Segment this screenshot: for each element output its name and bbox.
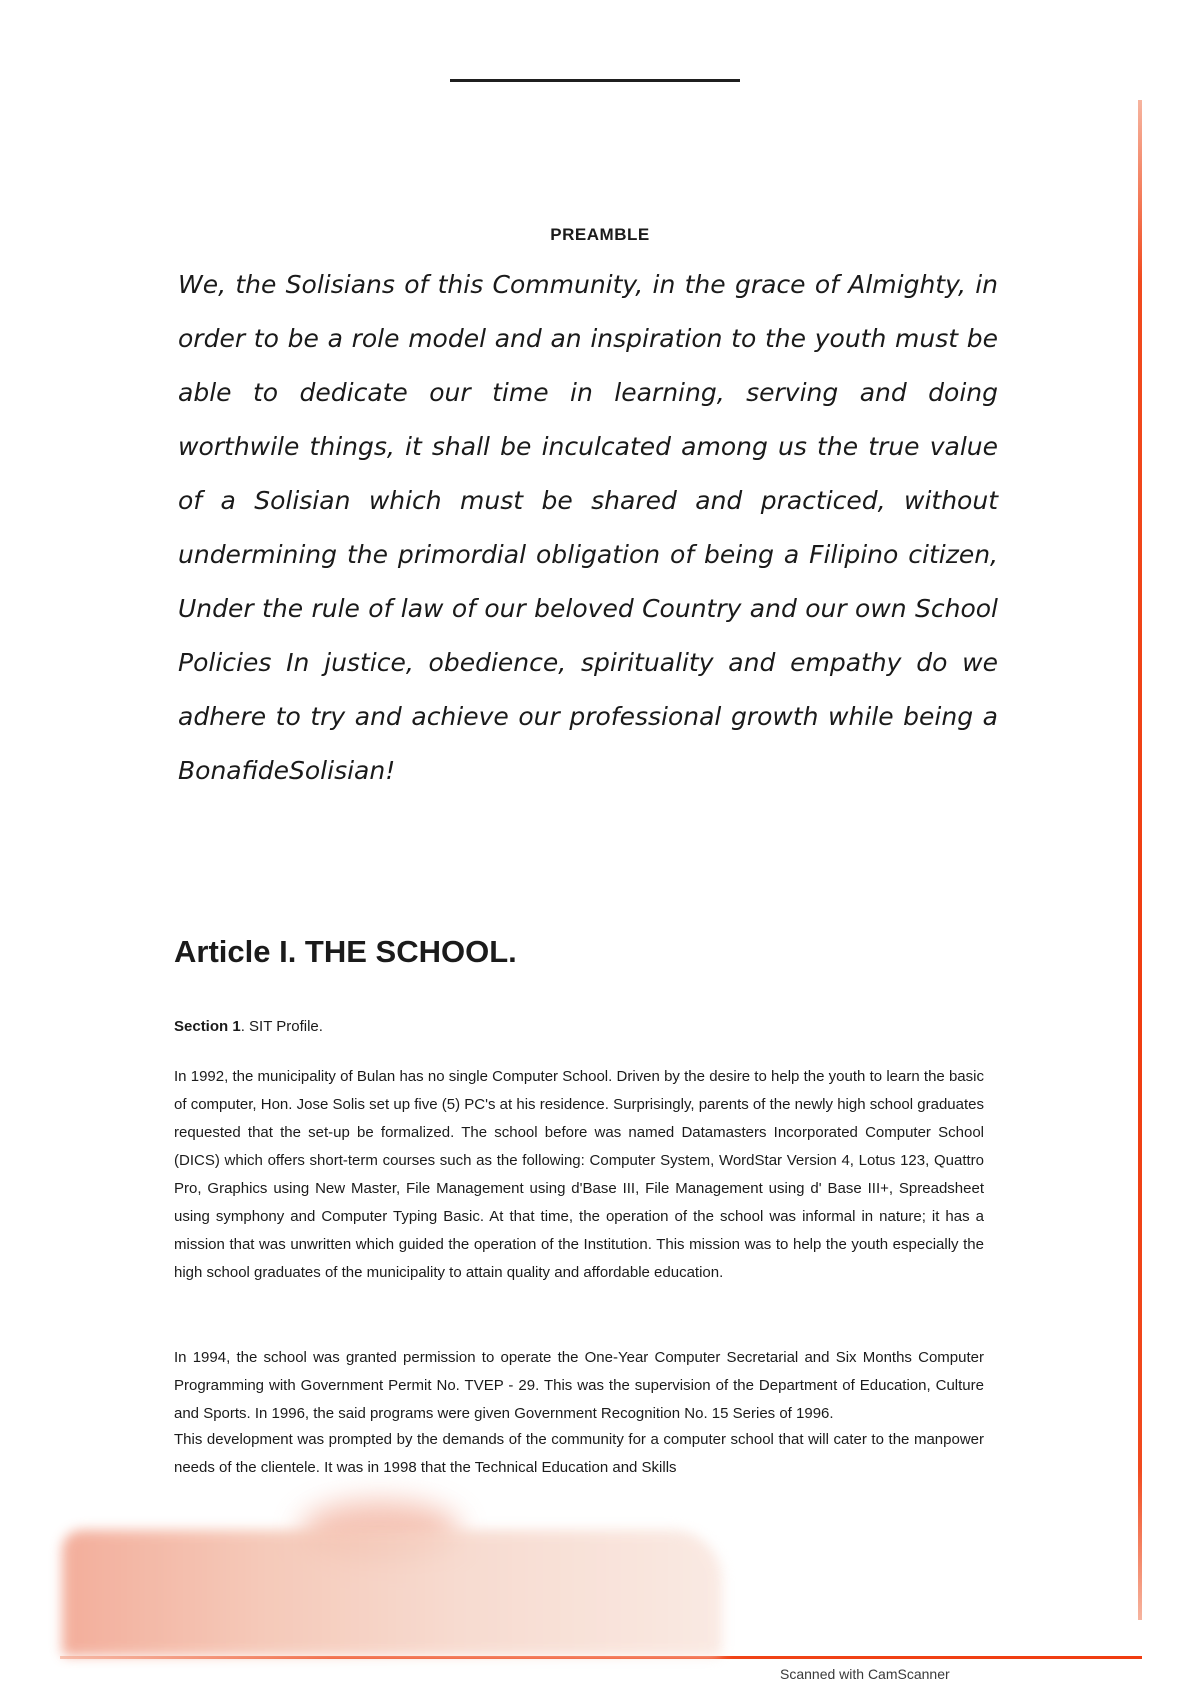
- preamble-text: We, the Solisians of this Community, in the grace of Almighty, in order to be a role model and an inspiration to the youth must be able to dedicate our time in learning, serving and doing worthwile things, it shall be inculcated among us the true value of a Solisian which must be shared and practiced, without undermining the primordial obligation of being a Filipino citizen, Under the rule of law of our beloved Country and our own School Policies In justice, obedience, spirituality and empathy do we adhere to try and achieve our professional growth while being a BonafideSolisian!: [178, 270, 998, 785]
- section-heading: [174, 1018, 323, 1035]
- body-paragraph-3: This development was prompted by the demands of the community for a computer school that will cater to the manpower needs of the clientele. It was in 1998 that the Technical Education and Skills: [174, 1431, 984, 1476]
- article-heading: Article I. THE SCHOOL.: [174, 934, 517, 969]
- section-label: Section 1: [174, 1018, 241, 1035]
- body-paragraph-2: In 1994, the school was granted permission to operate the One-Year Computer Secretarial and Six Months Computer Programming with Government Permit No. TVEP - 29. This was the supervision of the Department of Education, Culture and Sports. In 1996, the said programs were given Government Recognition No. 15 Series of 1996.: [174, 1349, 984, 1422]
- scan-edge-line-right: [1138, 100, 1142, 1620]
- preamble-heading: PREAMBLE: [550, 225, 650, 244]
- body-paragraph-1: In 1992, the municipality of Bulan has no single Computer School. Driven by the desire to help the youth to learn the basic of computer, Hon. Jose Solis set up five (5) PC's at his residence. Surprisingly, parents of the newly high school graduates requested that the set-up be formalized. The school before was named Datamasters Incorporated Computer School (DICS) which offers short-term courses such as the following: Computer System, WordStar Version 4, Lotus 123, Quattro Pro, Graphics using New Master, File Management using d'Base III, File Management using d' Base III+, Spreadsheet using symphony and Computer Typing Basic. At that time, the operation of the school was informal in nature; it has a mission that was unwritten which guided the operation of the Institution. This mission was to help the youth especially the high school graduates of the municipality to attain quality and affordable education.: [174, 1068, 984, 1281]
- top-horizontal-rule: [450, 79, 740, 82]
- scan-edge-line-bottom: [60, 1656, 1142, 1659]
- section-title: . SIT Profile.: [240, 1018, 323, 1035]
- scan-footer-note: Scanned with CamScanner: [780, 1666, 950, 1682]
- scan-smudge: [62, 1530, 722, 1656]
